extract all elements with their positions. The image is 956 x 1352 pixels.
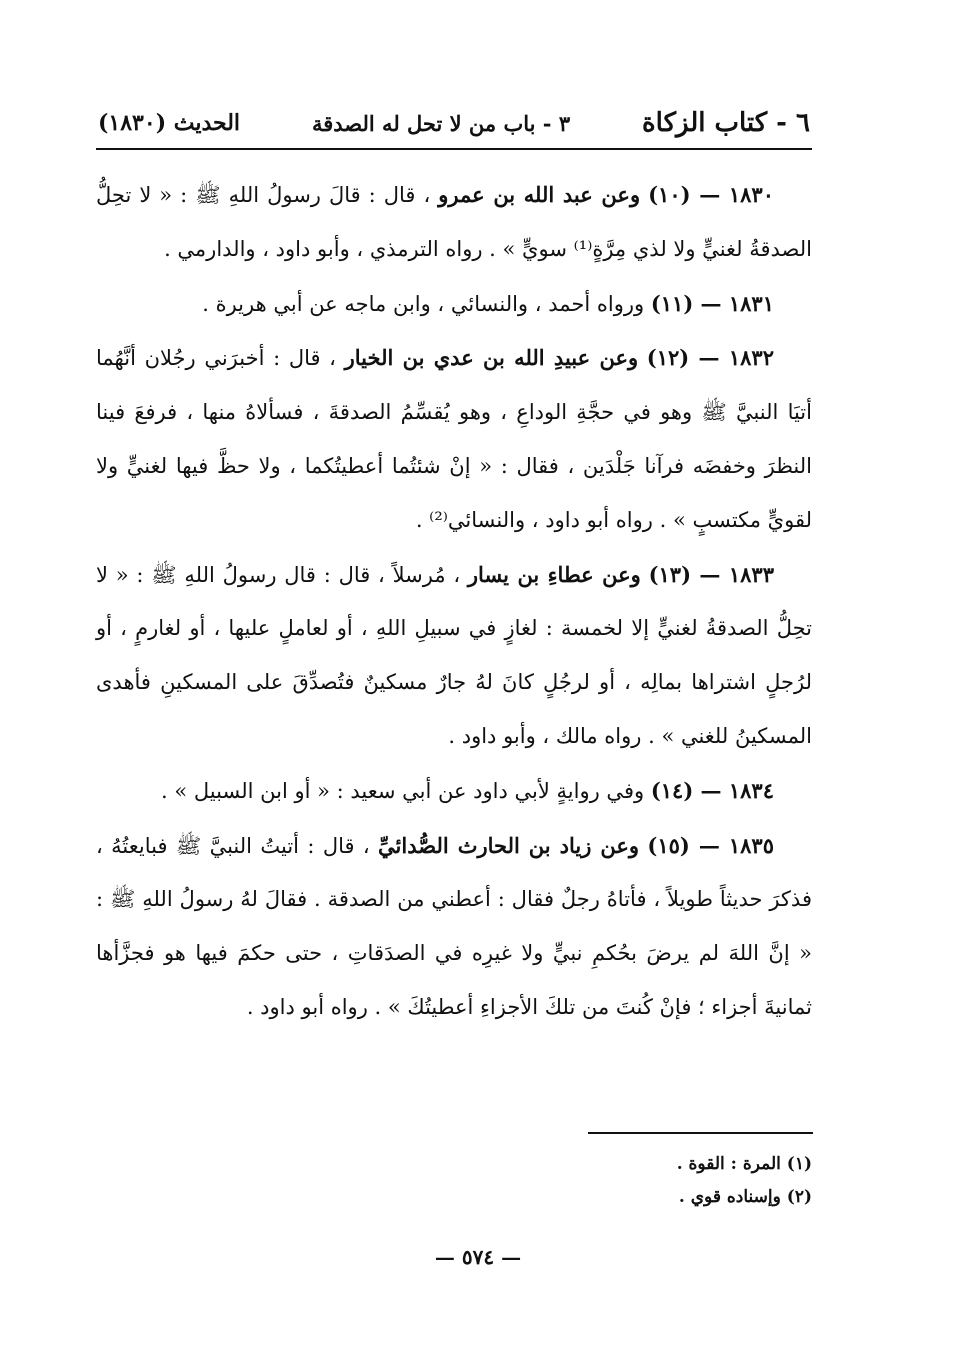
hadith-narrator: وعن عبد الله بن عمرو: [438, 182, 641, 207]
hadith-narrator: وعن زياد بن الحارث الصُّدائيِّ: [378, 832, 640, 858]
running-header: [98, 100, 810, 146]
header-divider: [96, 148, 812, 150]
header-hadith-number: الحديث (١٨٣٠): [98, 110, 241, 136]
header-chapter-title: ٣ - باب من لا تحل له الصدقة: [311, 110, 571, 136]
footnotes: [412, 1148, 812, 1214]
hadith-narrator: وعن عبيدِ الله بن عدي بن الخيار: [344, 345, 639, 371]
hadith-paragraph-1832: [96, 331, 812, 547]
hadith-number: ١٨٣٥ — (١٥): [647, 832, 774, 858]
hadith-paragraph-1833: [96, 548, 812, 764]
hadith-body: ، مُرسلاً ، قال : قال رسولُ اللهِ ﷺ : « لا تحِلُّ الصدقةُ لغنيٍّ إلا لخمسة : لغازٍ في سبيلِ اللهِ ، أو لعاملٍ عليها ، أو لغارمٍ ، أو لرُجلٍ اشتراها بمالِه ، أو لرجُلٍ كانَ لهُ جارٌ مسكينٌ فتُصدِّقَ على المسكينِ فأهدى المسكينُ للغني » . رواه مالك ، وأبو داود .: [96, 562, 812, 748]
footnote-2: (٢) وإسناده قوي .: [678, 1187, 812, 1207]
hadith-body: وفي روايةٍ لأبي داود عن أبي سعيد : « أو ابن السبيل » .: [161, 778, 645, 803]
hadith-text-block: [96, 168, 812, 1035]
hadith-paragraph-1834: [96, 764, 812, 819]
hadith-number: ١٨٣٢ — (١٢): [646, 345, 774, 371]
hadith-body: ، قال : قالَ رسولُ اللهِ ﷺ : « لا تحِلُّ الصدقةُ لغنيٍّ ولا لذي مِرَّةٍ⁽¹⁾ سويٍّ » . رواه الترمذي ، وأبو داود ، والدارمي .: [96, 183, 812, 261]
hadith-body: ورواه أحمد ، والنسائي ، وابن ماجه عن أبي هريرة .: [202, 291, 645, 316]
hadith-body: ، قال : أخبرَني رجُلان أنَّهُما أتيَا النبيَّ ﷺ وهو في حجَّةِ الوداعِ ، وهو يُقسِّمُ الصدقةَ ، فسألاهُ منها ، فرفعَ فينا النظرَ وخفضَه فرآنا جَلْدَين ، فقال : « إنْ شئتُما أعطيتُكما ، ولا حظَّ فيها لغنيٍّ ولا لقويٍّ مكتسبٍ » . رواه أبو داود ، والنسائي⁽²⁾ .: [96, 346, 812, 532]
hadith-number: ١٨٣٣ — (١٣): [648, 561, 774, 587]
footnote-1: (١) المرة : القوة .: [676, 1154, 812, 1174]
hadith-narrator: وعن عطاءِ بن يسار: [467, 561, 641, 587]
hadith-paragraph-1831: [96, 277, 812, 332]
hadith-paragraph-1830: [96, 168, 812, 277]
hadith-body: ، قال : أتيتُ النبيَّ ﷺ فبايعتُهُ ، فذكرَ حديثاً طويلاً ، فأتاهُ رجلٌ فقال : أعطني من الصدقة . فقالَ لهُ رسولُ اللهِ ﷺ : « إنَّ اللهَ لم يرضَ بحُكمِ نبيٍّ ولا غيرِه في الصدَقاتِ ، حتى حكمَ فيها هو فجزَّأها ثمانيةَ أجزاء ؛ فإنْ كُنتَ من تلكَ الأجزاءِ أعطيتُكَ » . رواه أبو داود .: [96, 833, 812, 1019]
header-book-title: ٦ - كتاب الزكاة: [642, 108, 810, 138]
hadith-number: ١٨٣١ — (١١): [650, 290, 774, 316]
hadith-number: ١٨٣٠ — (١٠): [648, 182, 774, 207]
hadith-number: ١٨٣٤ — (١٤): [650, 777, 774, 803]
footnote-divider: [588, 1132, 813, 1134]
hadith-paragraph-1835: [96, 819, 812, 1035]
page-number: — ٥٧٤ —: [434, 1245, 522, 1269]
